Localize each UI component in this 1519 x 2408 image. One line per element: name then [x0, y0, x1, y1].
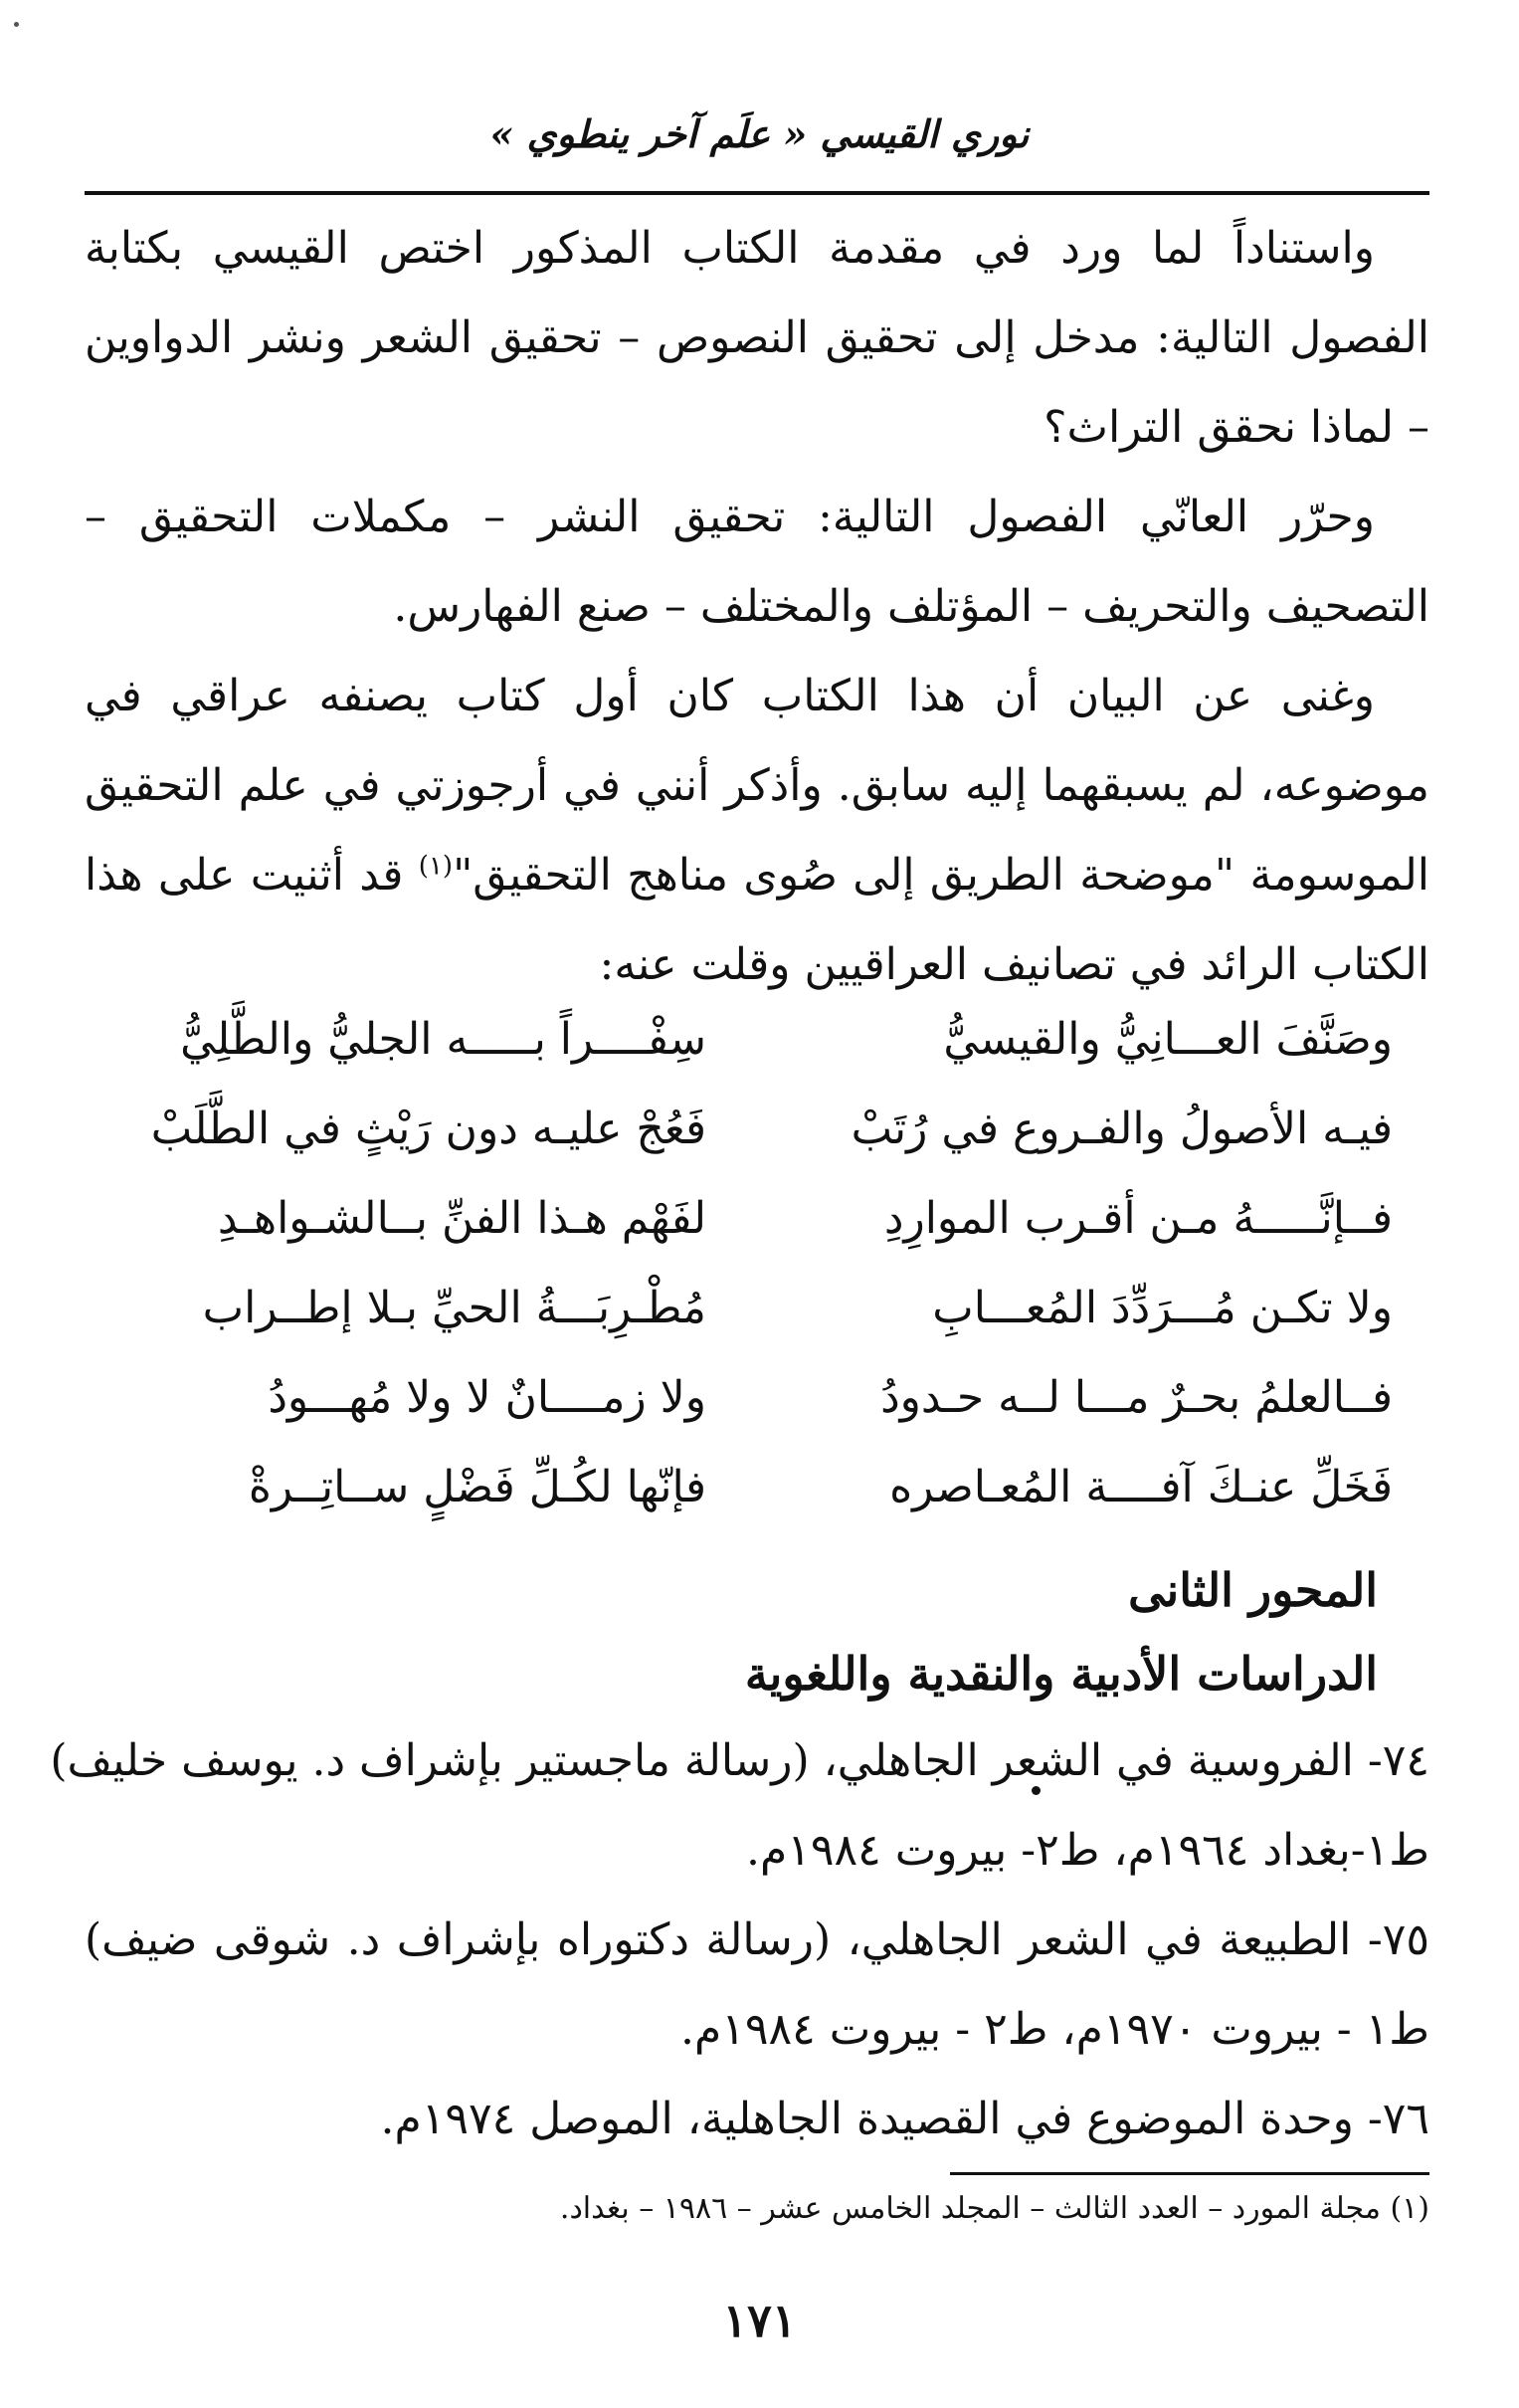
bibliography-entry-74: ٧٤- الفروسية في الشعر الجاهلي، (رسالة ماجستير بإشراف د. يوسف خليف) [50, 1735, 1429, 1786]
bibliography-entry-75-editions: ط١ - بيروت ١٩٧٠م، ط٢ - بيروت ١٩٨٤م. [680, 2004, 1429, 2055]
footnote-marker: (١) [418, 851, 454, 882]
ink-dot [1032, 1786, 1041, 1795]
header-rule [85, 191, 1429, 195]
body-text [85, 204, 1429, 1010]
verse-2-first-hemistich: فيـه الأصولُ والفـروع في رُتَبْ [851, 1104, 1393, 1154]
verse-5-first-hemistich: فــالعلمُ بحـرٌ مـــا لــه حـدودُ [880, 1372, 1393, 1423]
verse-5 [149, 1353, 1393, 1443]
paragraph-2: وحرّر العانّي الفصول التالية: تحقيق النشر – مكملات التحقيق – التصحيف والتحريف – المؤتلف والمختلف – صنع الفهارس. [85, 492, 1429, 632]
paragraph-1: واستناداً لما ورد في مقدمة الكتاب المذكور اختص القيسي بكتابة الفصول التالية: مدخل إلى تحقيق النصوص – تحقيق الشعر ونشر الدواوين – لماذا نحقق التراث؟ [85, 223, 1429, 453]
verse-1-second-hemistich: سِفْــــراً بـــــه الجليُّ والطَّلِيُّ [180, 1014, 706, 1065]
verse-6 [149, 1443, 1393, 1532]
bibliography-list [50, 1716, 1429, 2164]
section-title-heading: الدراسات الأدبية والنقدية واللغوية [744, 1647, 1378, 1701]
verse-2 [149, 1085, 1393, 1174]
section-axis-heading: المحور الثانى [1128, 1563, 1378, 1617]
running-header: نوري القيسي « علَم آخر ينطوي » [489, 111, 1030, 156]
poem [149, 995, 1393, 1532]
verse-4-second-hemistich: مُطْـرِبَـــةُ الحيِّ بـلا إطــراب [202, 1283, 706, 1333]
paragraph-3-text: وغنى عن البيان أن هذا الكتاب كان أول كتاب يصنفه عراقي في موضوعه، لم يسبقهما إليه سابق. وأذكر أنني في أرجوزتي في علم التحقيق الموسومة "موضحة الطريق إلى صُوى مناهج التحقيق" [85, 671, 1430, 901]
verse-3 [149, 1174, 1393, 1264]
bibliography-entry-76: ٧٦- وحدة الموضوع في القصيدة الجاهلية، الموصل ١٩٧٤م. [380, 2094, 1429, 2144]
verse-5-second-hemistich: ولا زمــــانٌ لا ولا مُهـــودُ [268, 1372, 706, 1423]
verse-2-second-hemistich: فَعُجْ عليـه دون رَيْثٍ في الطَّلَبْ [150, 1104, 706, 1154]
margin-speck [14, 22, 19, 27]
verse-6-first-hemistich: فَخَلِّ عنـكَ آفــــة المُعـاصره [889, 1462, 1393, 1512]
verse-4 [149, 1264, 1393, 1353]
footnote: (١) مجلة المورد – العدد الثالث – المجلد الخامس عشر – ١٩٨٦ – بغداد. [559, 2191, 1429, 2226]
paragraph-3 [85, 652, 1429, 1010]
page-number: ١٧١ [722, 2294, 797, 2347]
footnote-rule [950, 2172, 1429, 2175]
verse-1-first-hemistich: وصَنَّفَ العـــانِيُّ والقيسيُّ [943, 1014, 1393, 1065]
verse-1 [149, 995, 1393, 1085]
bibliography-entry-75: ٧٥- الطبيعة في الشعر الجاهلي، (رسالة دكتوراه بإشراف د. شوقى ضيف) [85, 1914, 1429, 1965]
verse-6-second-hemistich: فإنّها لكُـلِّ فَضْلٍ ســاتِــرةْ [248, 1462, 706, 1512]
verse-3-first-hemistich: فــإنَّـــــهُ مـن أقـرب الموارِدِ [883, 1193, 1393, 1244]
paragraph-3-continued: قد أثنيت على هذا الكتاب الرائد في تصانيف العراقيين وقلت عنه: [85, 850, 1429, 990]
section-headings [85, 1548, 1378, 1715]
verse-3-second-hemistich: لفَهْم هـذا الفنِّ بــالشـواهـدِ [217, 1193, 706, 1244]
verse-4-first-hemistich: ولا تكـن مُـــرَدِّدَ المُعـــابِ [932, 1283, 1393, 1333]
bibliography-entry-74-editions: ط١-بغداد ١٩٦٤م، ط٢- بيروت ١٩٨٤م. [746, 1825, 1429, 1876]
